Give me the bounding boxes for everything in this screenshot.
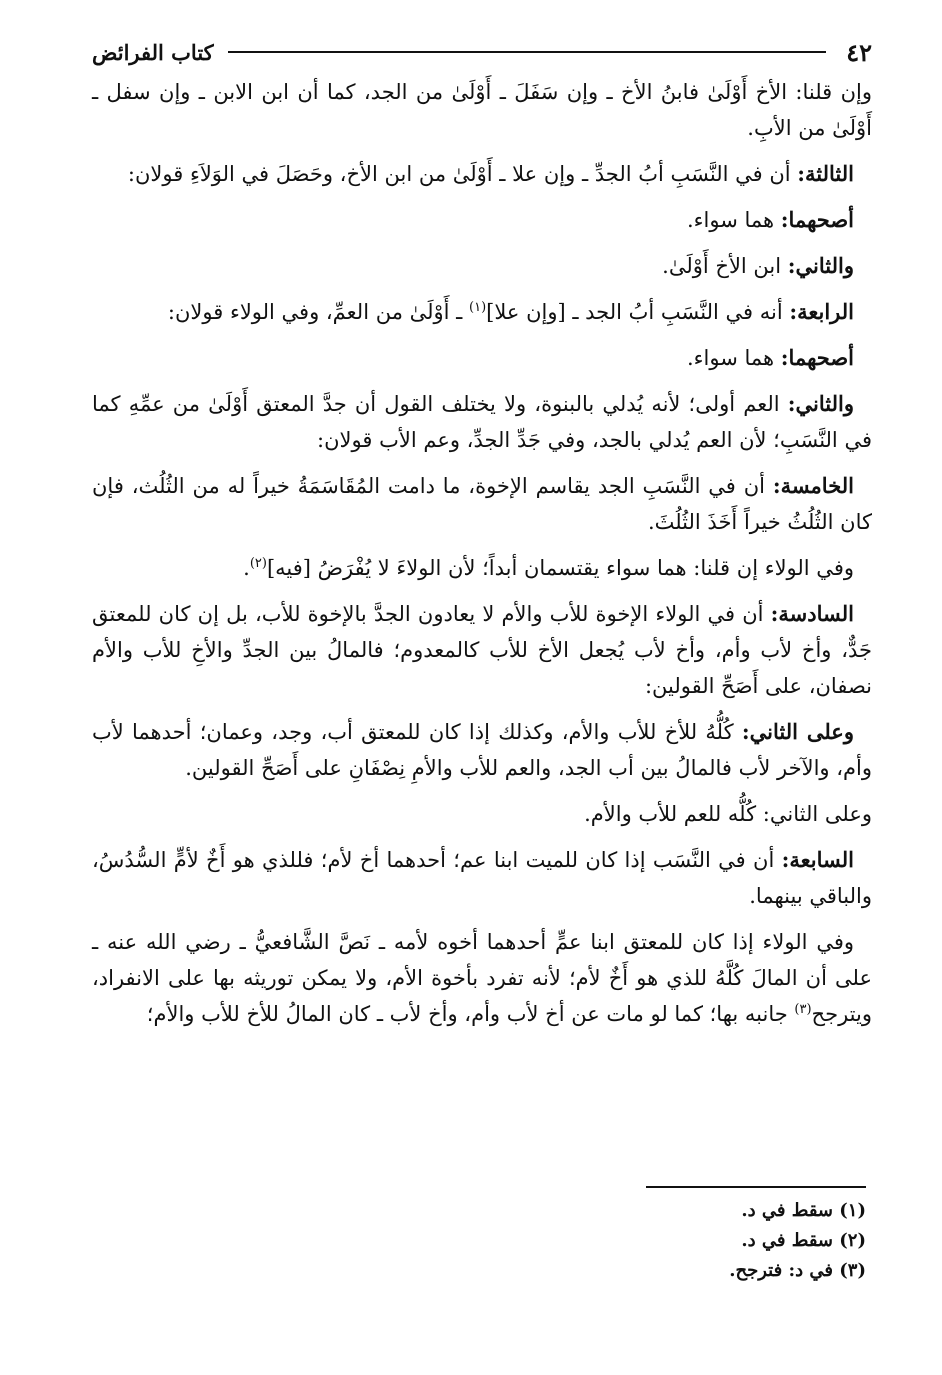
paragraph-text: وإن قلنا: الأخ أَوْلَىٰ فابنُ الأخ ـ وإن سَفَلَ ـ أَوْلَىٰ من الجد، كما أن ابن الابن ـ وإن سفل ـ أَوْلَىٰ من الأبِ. (92, 80, 872, 140)
header-rule (228, 51, 827, 53)
paragraph-text: أنه في النَّسَبِ أبُ الجد ـ [وإن علا] (486, 300, 790, 324)
paragraph-lead: أصحهما: (780, 345, 854, 370)
paragraph (92, 156, 872, 192)
paragraph-text: وفي الولاء إن قلنا: هما سواء يقتسمان أبداً؛ لأن الولاءَ لا يُفْرَضُ [فيه] (266, 556, 854, 580)
paragraph (92, 842, 872, 914)
paragraph-lead: أصحهما: (780, 207, 854, 232)
paragraph-text: أن في النَّسَبِ الجد يقاسم الإخوة، ما دامت المُقَاسَمَةُ خيراً له من الثُلُث، فإن كان الثُلُثُ خيراً أَخَذَ الثُلُثَ. (92, 474, 872, 534)
paragraph-text: أن في النَّسَبِ أبُ الجدِّ ـ وإن علا ـ أَوْلَىٰ من ابن الأخ، وحَصَلَ في الوَلاَءِ قولان: (127, 162, 798, 186)
footnote-reference: (٣) (794, 1002, 812, 1017)
paragraph-text: ـ أَوْلَىٰ من العمِّ، وفي الولاء قولان: (167, 300, 469, 324)
paragraph (92, 386, 872, 458)
paragraph (92, 714, 872, 786)
paragraph (92, 924, 872, 1032)
paragraph-text: جانبه بها؛ كما لو مات عن أخ لأب وأم، وأخ لأب ـ كان المالُ للأخ للأب والأم؛ (146, 1002, 795, 1026)
paragraph (92, 596, 872, 704)
footnote-rule (646, 1186, 866, 1188)
body-text (92, 74, 872, 1042)
paragraph-lead: الرابعة: (789, 299, 854, 324)
footnote-reference: (١) (469, 300, 487, 315)
paragraph-lead: والثاني: (787, 253, 854, 278)
paragraph-lead: السادسة: (770, 601, 854, 626)
paragraph (92, 294, 872, 330)
paragraph-lead: وعلى الثاني: (741, 719, 854, 744)
footnotes (466, 1196, 866, 1286)
paragraph-lead: الثالثة: (797, 161, 854, 186)
paragraph-text: كُلُّهُ للأخ للأب والأم، وكذلك إذا كان للمعتق أب، وجد، وعمان؛ أحدهما لأب وأم، والآخر لأب فالمالُ بين أب الجد، والعم للأب والأمِ نِصْفَانِ على أَصَحِّ القولين. (92, 720, 872, 780)
paragraph-text: . (243, 556, 250, 580)
paragraph-lead: السابعة: (781, 847, 854, 872)
paragraph-lead: والثاني: (787, 391, 854, 416)
paragraph (92, 796, 872, 832)
page-header (92, 34, 872, 70)
paragraph (92, 550, 872, 586)
paragraph (92, 340, 872, 376)
footnote: (٢) سقط في د. (741, 1230, 866, 1251)
paragraph-text: العم أولى؛ لأنه يُدلي بالبنوة، ولا يختلف القول أن جدَّ المعتق أَوْلَىٰ من عمِّهِ كما في النَّسَبِ؛ لأن العم يُدلي بالجد، وفي جَدِّ الجدِّ، وعم الأب قولان: (92, 392, 872, 452)
paragraph-text: هما سواء. (687, 208, 781, 232)
paragraph (92, 248, 872, 284)
paragraph-text: وعلى الثاني: كُلُّه للعم للأب والأم. (584, 802, 872, 826)
paragraph-text: أن في النَّسَب إذا كان للميت ابنا عم؛ أحدهما أخ لأم؛ فللذي هو أَخٌ لأمٍّ السُّدُسُ، والباقي بينهما. (92, 848, 872, 908)
paragraph-text: أن في الولاء الإخوة للأب والأم لا يعادون الجدَّ بالإخوة للأب، بل إن كان للمعتق جَدٌّ، وأخ لأب وأم، وأخ لأب يُجعل الأخ للأب كالمعدوم؛ فالمالُ بين الجدِّ والأخِ للأب والأم نصفان، على أَصَحِّ القولين: (92, 602, 872, 698)
paragraph-text: وفي الولاء إذا كان للمعتق ابنا عمٍّ أحدهما أخوه لأمه ـ نَصَّ الشَّافعيُّ ـ رضي الله عنه ـ على أن المالَ كُلَّهُ للذي هو أَخٌ لأم؛ لأنه تفرد بأخوة الأم، ولا يمكن توريثه بها على الانفراد، ويترجح (92, 930, 872, 1026)
footnote: (٣) في د: فترجح. (729, 1260, 866, 1281)
footnote: (١) سقط في د. (741, 1200, 866, 1221)
footnote-reference: (٢) (249, 556, 267, 571)
paragraph-text: هما سواء. (687, 346, 781, 370)
paragraph-lead: الخامسة: (772, 473, 854, 498)
page-number: ٤٢ (846, 37, 872, 67)
book-title: كتاب الفرائض (92, 39, 214, 65)
paragraph (92, 74, 872, 146)
paragraph (92, 202, 872, 238)
paragraph (92, 468, 872, 540)
paragraph-text: ابن الأخ أَوْلَىٰ. (662, 254, 788, 278)
